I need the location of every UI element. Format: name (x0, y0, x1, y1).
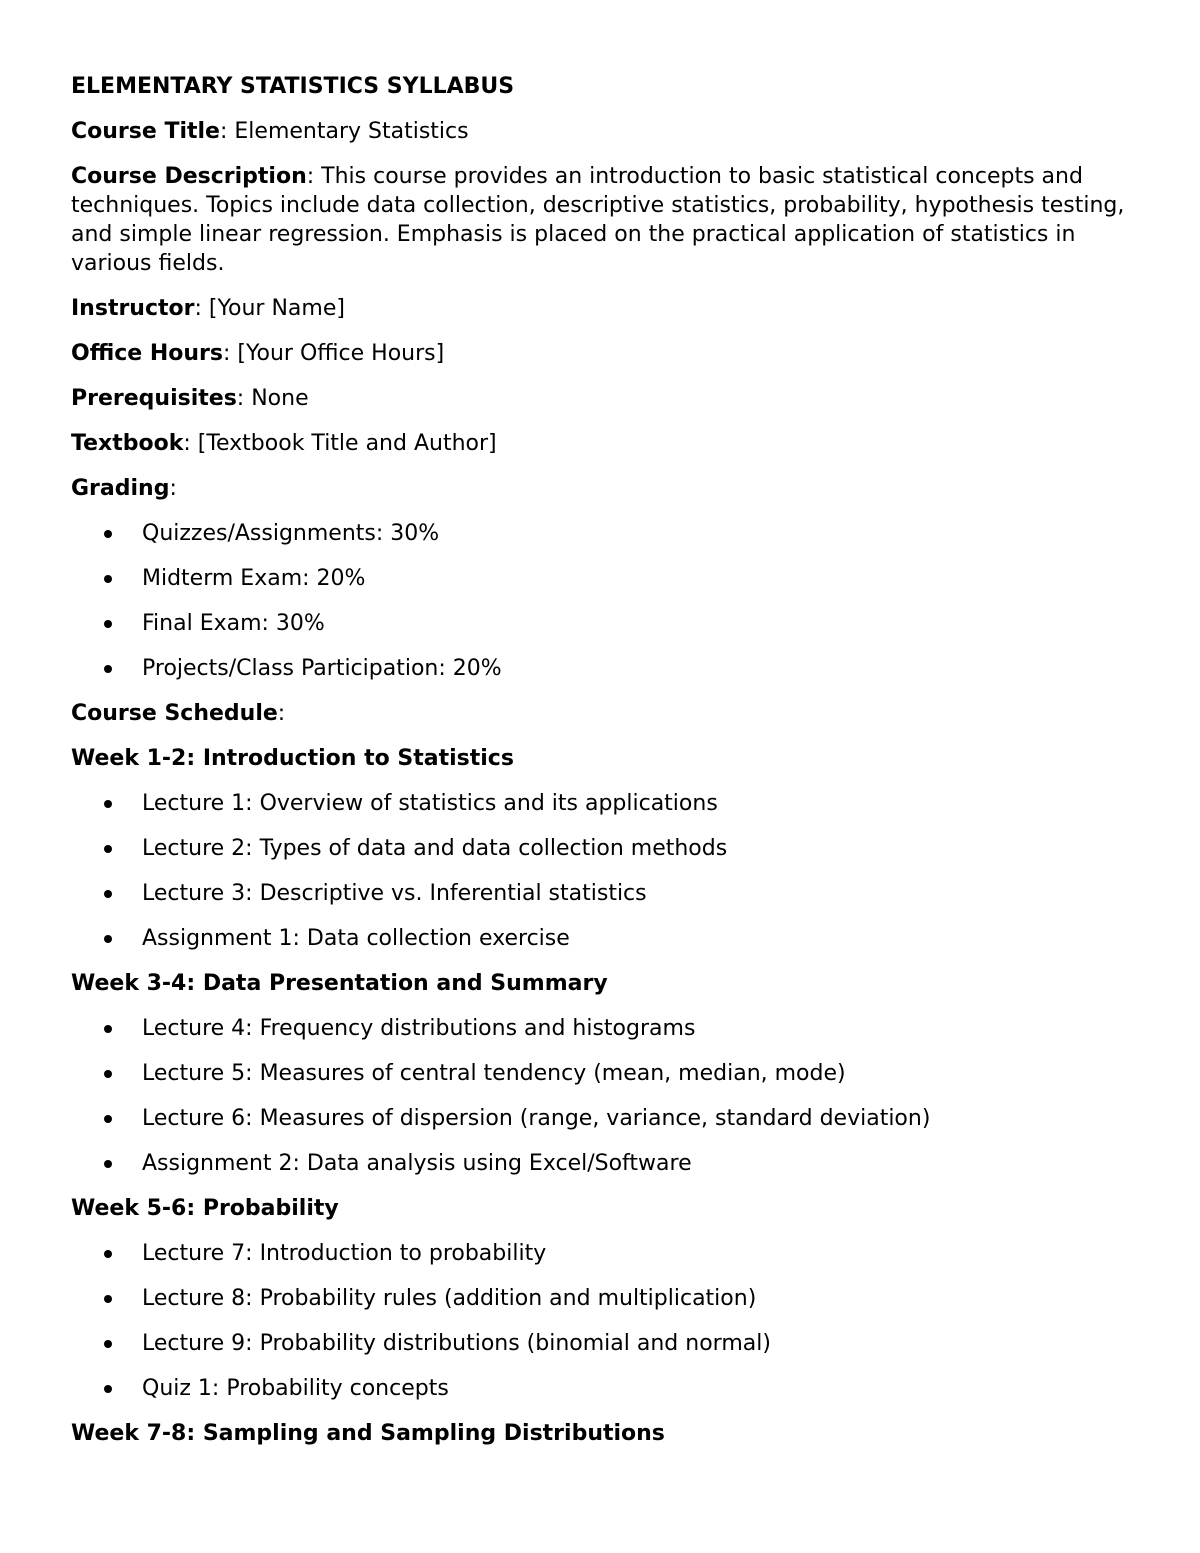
week-heading: Week 7-8: Sampling and Sampling Distributions (71, 1421, 665, 1446)
list-item-text: Lecture 9: Probability distributions (binomial and normal) (142, 1331, 771, 1356)
list-item-text: Assignment 2: Data analysis using Excel/Software (142, 1151, 692, 1176)
field-label: Prerequisites (71, 386, 237, 411)
document-title: ELEMENTARY STATISTICS SYLLABUS (71, 74, 515, 99)
bullet-icon (104, 1295, 112, 1303)
list-item (71, 1149, 1131, 1178)
bullet-icon (104, 1250, 112, 1258)
field-value: Elementary Statistics (234, 119, 469, 144)
bullet-icon (104, 1385, 112, 1393)
list-item (71, 789, 1131, 818)
list-item (71, 1329, 1131, 1358)
list-item-text: Lecture 8: Probability rules (addition and multiplication) (142, 1286, 757, 1311)
list-item-text: Projects/Class Participation: 20% (142, 656, 502, 681)
bullet-icon (104, 665, 112, 673)
week-list (71, 1014, 1131, 1178)
syllabus-page (71, 72, 1131, 1464)
week-heading: Week 3-4: Data Presentation and Summary (71, 971, 608, 996)
list-item (71, 1239, 1131, 1268)
list-item-text: Lecture 6: Measures of dispersion (range, variance, standard deviation) (142, 1106, 931, 1131)
bullet-icon (104, 1340, 112, 1348)
bullet-icon (104, 575, 112, 583)
bullet-icon (104, 620, 112, 628)
list-item (71, 609, 1131, 638)
list-item (71, 654, 1131, 683)
course-schedule-heading: Course Schedule: (71, 701, 286, 726)
field-value: [Your Name] (208, 296, 345, 321)
bullet-icon (104, 935, 112, 943)
list-item (71, 519, 1131, 548)
week-heading: Week 5-6: Probability (71, 1196, 339, 1221)
field-label: Grading (71, 476, 170, 501)
list-item (71, 564, 1131, 593)
list-item-text: Midterm Exam: 20% (142, 566, 366, 591)
list-item-text: Lecture 7: Introduction to probability (142, 1241, 547, 1266)
list-item (71, 1104, 1131, 1133)
list-item (71, 1014, 1131, 1043)
list-item-text: Lecture 2: Types of data and data collection methods (142, 836, 728, 861)
bullet-icon (104, 845, 112, 853)
field-label: Course Description (71, 164, 307, 189)
field-value: None (251, 386, 309, 411)
bullet-icon (104, 1025, 112, 1033)
week-list (71, 789, 1131, 953)
bullet-icon (104, 530, 112, 538)
grading-list (71, 519, 1131, 683)
list-item-text: Lecture 4: Frequency distributions and histograms (142, 1016, 696, 1041)
field-label: Course Schedule (71, 701, 278, 726)
field-label: Textbook (71, 431, 184, 456)
field-label: Instructor (71, 296, 195, 321)
list-item-text: Lecture 1: Overview of statistics and its applications (142, 791, 718, 816)
list-item (71, 879, 1131, 908)
list-item (71, 924, 1131, 953)
field-value: [Textbook Title and Author] (197, 431, 497, 456)
bullet-icon (104, 800, 112, 808)
bullet-icon (104, 1070, 112, 1078)
list-item (71, 1059, 1131, 1088)
field-value: This course provides an introduction to basic statistical concepts and techniques. Topics include data collection, descriptive statistics, probability, hypothesis testing, and simple linear regression. Emphasis is placed on the practical application of statistics in various fields. (71, 164, 1125, 276)
grading-heading: Grading: (71, 476, 177, 501)
list-item (71, 1374, 1131, 1403)
bullet-icon (104, 1115, 112, 1123)
list-item-text: Quiz 1: Probability concepts (142, 1376, 449, 1401)
field-label: Course Title (71, 119, 220, 144)
bullet-icon (104, 1160, 112, 1168)
textbook-field: Textbook: [Textbook Title and Author] (71, 431, 497, 456)
list-item (71, 834, 1131, 863)
instructor-field: Instructor: [Your Name] (71, 296, 345, 321)
list-item-text: Lecture 3: Descriptive vs. Inferential statistics (142, 881, 647, 906)
list-item-text: Final Exam: 30% (142, 611, 325, 636)
list-item (71, 1284, 1131, 1313)
office-hours-field: Office Hours: [Your Office Hours] (71, 341, 445, 366)
list-item-text: Quizzes/Assignments: 30% (142, 521, 440, 546)
prerequisites-field: Prerequisites: None (71, 386, 309, 411)
course-description-field: Course Description: This course provides an introduction to basic statistical concepts and techniques. Topics include data collection, descriptive statistics, probability, hypothesis testing, and simple linear regression. Emphasis is placed on the practical application of statistics in various fields. (71, 164, 1125, 276)
list-item-text: Assignment 1: Data collection exercise (142, 926, 570, 951)
week-heading: Week 1-2: Introduction to Statistics (71, 746, 514, 771)
course-title-field: Course Title: Elementary Statistics (71, 119, 469, 144)
list-item-text: Lecture 5: Measures of central tendency (mean, median, mode) (142, 1061, 846, 1086)
week-list (71, 1239, 1131, 1403)
field-value: [Your Office Hours] (237, 341, 445, 366)
field-label: Office Hours (71, 341, 223, 366)
bullet-icon (104, 890, 112, 898)
